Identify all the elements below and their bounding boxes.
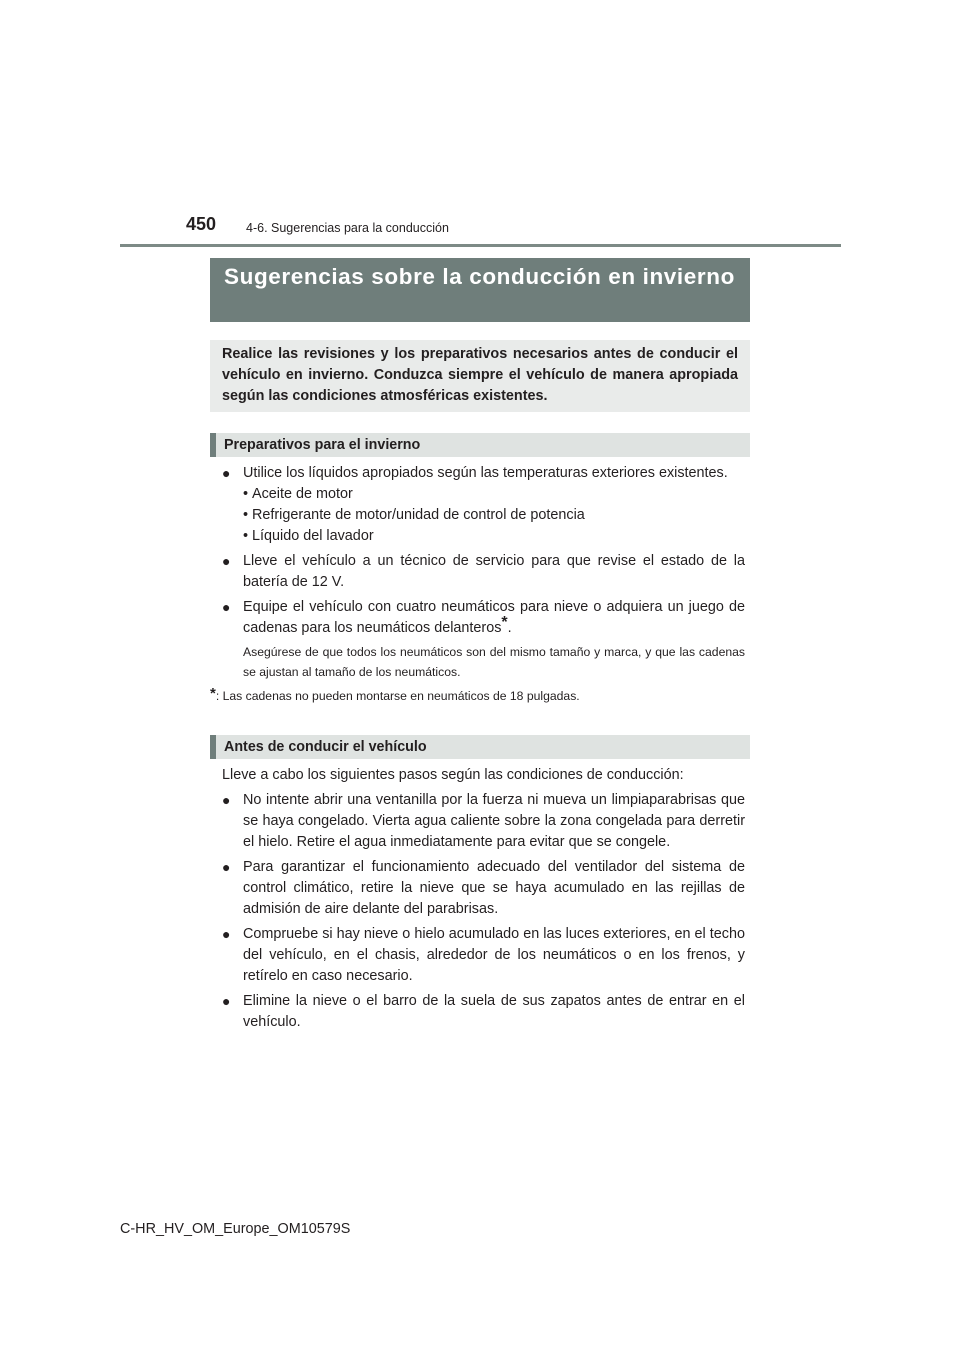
sub-item-text: Refrigerante de motor/unidad de control de potencia	[252, 507, 585, 523]
bullet-text: Compruebe si hay nieve o hielo acumulado en las luces exteriores, en el techo del vehículo, en el chasis, alrededor de los neumáticos o en los frenos, y retírelo en caso necesario.	[243, 926, 745, 984]
sub-bullet-icon: •	[243, 507, 249, 523]
bullet-snow-ice	[222, 924, 745, 987]
sub-item-washer-fluid	[222, 526, 745, 547]
subheading-before-driving: Antes de conducir el vehículo	[210, 735, 750, 759]
intro-box: Realice las revisiones y los preparativos necesarios antes de conducir el vehículo en invierno. Conduzca siempre el vehículo de manera apropiada según las condiciones atmosféricas existentes.	[210, 340, 750, 412]
sub-item-coolant	[222, 505, 745, 526]
winter-preparation-content	[210, 463, 745, 706]
section-label: 4-6. Sugerencias para la conducción	[246, 221, 449, 235]
page-title: Sugerencias sobre la conducción en invierno	[210, 258, 750, 322]
bullet-fluids	[222, 463, 745, 484]
lead-text: Lleve a cabo los siguientes pasos según las condiciones de conducción:	[222, 767, 684, 783]
bullet-icon: ●	[222, 553, 231, 569]
bullet-icon: ●	[222, 926, 231, 942]
bullet-shoes	[222, 991, 745, 1033]
sub-item-text: Aceite de motor	[252, 486, 353, 502]
sub-bullet-icon: •	[243, 528, 249, 544]
bullet-icon: ●	[222, 993, 231, 1009]
bullet-text: No intente abrir una ventanilla por la fuerza ni mueva un limpiaparabrisas que se haya congelado. Vierta agua caliente sobre la zona congelada para derretir el hielo. Retire el agua inmediatamente para evitar que se congele.	[243, 792, 745, 850]
bullet-icon: ●	[222, 859, 231, 875]
header-rule	[120, 244, 841, 247]
footnote	[210, 684, 745, 706]
footer-code: C-HR_HV_OM_Europe_OM10579S	[120, 1221, 351, 1237]
bullet-tires	[222, 597, 745, 639]
sub-item-engine-oil	[222, 484, 745, 505]
bullet-icon: ●	[222, 465, 231, 481]
subheading-winter-preparation: Preparativos para el invierno	[210, 433, 750, 457]
sub-item-text: Líquido del lavador	[252, 528, 374, 544]
bullet-battery	[222, 551, 745, 593]
bullet-air-intake	[222, 857, 745, 920]
bullet-icon: ●	[222, 599, 231, 615]
bullet-text: Equipe el vehículo con cuatro neumáticos para nieve o adquiera un juego de cadenas para los neumáticos delanteros	[243, 599, 745, 636]
bullet-end: .	[507, 620, 512, 636]
footnote-asterisk: *	[210, 685, 216, 702]
page-number: 450	[186, 214, 217, 234]
bullet-text: Lleve el vehículo a un técnico de servicio para que revise el estado de la batería de 12 V.	[243, 553, 745, 590]
before-driving-content	[222, 765, 745, 1037]
bullet-windows	[222, 790, 745, 853]
bullet-icon: ●	[222, 792, 231, 808]
tire-note: Asegúrese de que todos los neumáticos son del mismo tamaño y marca, y que las cadenas se ajustan al tamaño de los neumáticos.	[243, 645, 745, 679]
bullet-text: Utilice los líquidos apropiados según las temperaturas exteriores existentes.	[243, 465, 728, 481]
bullet-text: Para garantizar el funcionamiento adecuado del ventilador del sistema de control climático, retire la nieve que se haya acumulado en las rejillas de admisión de aire delante del parabrisas.	[243, 859, 745, 917]
asterisk-mark: *	[501, 614, 508, 631]
bullet-text: Elimine la nieve o el barro de la suela de sus zapatos antes de entrar en el vehículo.	[243, 993, 745, 1030]
sub-bullet-icon: •	[243, 486, 249, 502]
footnote-text: : Las cadenas no pueden montarse en neumáticos de 18 pulgadas.	[215, 689, 580, 703]
